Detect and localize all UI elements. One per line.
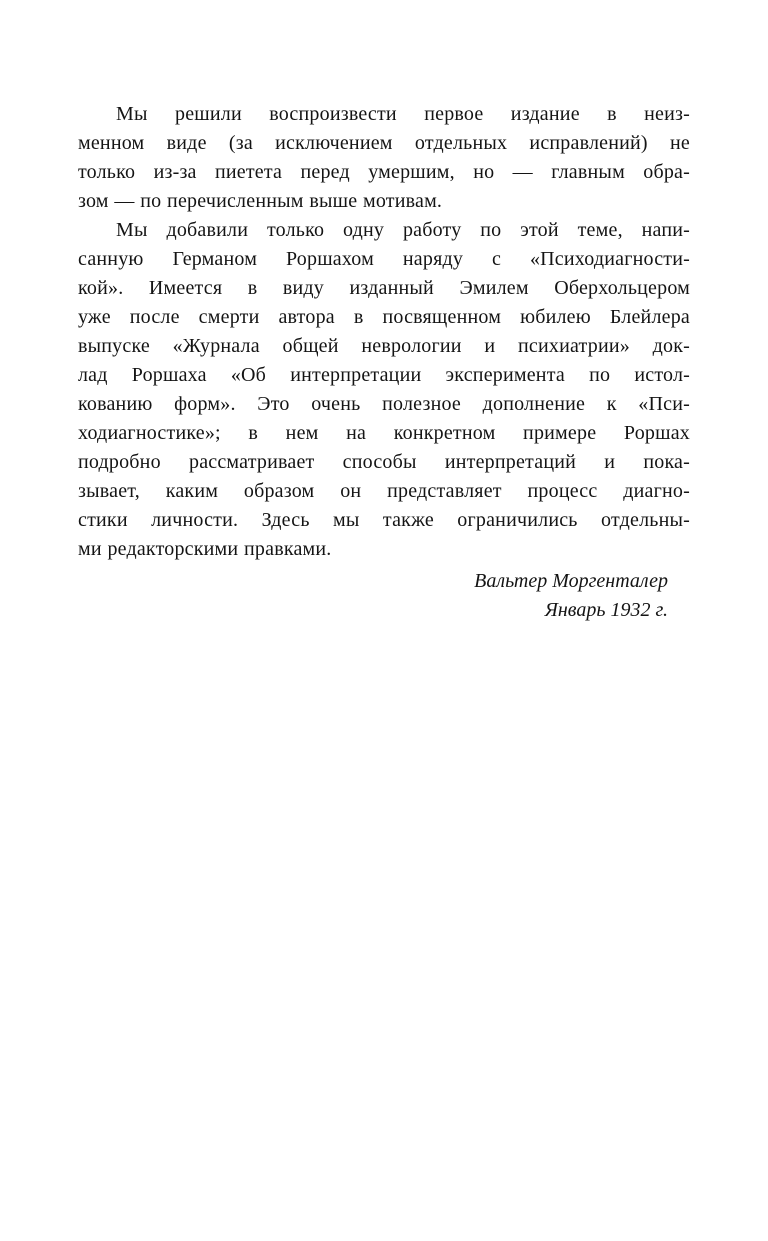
text-line: выпуске «Журнала общей неврологии и психиатрии» док-: [78, 335, 690, 357]
text-line: зывает, каким образом он представляет процесс диагно-: [78, 480, 690, 502]
signature-name: Вальтер Моргенталер: [474, 570, 668, 592]
signature-date: Январь 1932 г.: [544, 599, 668, 621]
text-line: подробно рассматривает способы интерпретаций и пока-: [78, 451, 690, 473]
text-line: Мы добавили только одну работу по этой теме, напи-: [116, 219, 690, 241]
text-line: лад Роршаха «Об интерпретации эксперимента по истол-: [78, 364, 690, 386]
preface-text: [78, 100, 690, 625]
signature-block: [78, 567, 690, 625]
text-line: уже после смерти автора в посвященном юбилею Блейлера: [78, 306, 690, 328]
text-line: кой». Имеется в виду изданный Эмилем Оберхольцером: [78, 277, 690, 299]
text-line: санную Германом Роршахом наряду с «Психодиагности-: [78, 248, 690, 270]
text-line: только из-за пиетета перед умершим, но — главным обра-: [78, 161, 690, 183]
text-line: Мы решили воспроизвести первое издание в неиз-: [116, 103, 690, 125]
text-line: зом — по перечисленным выше мотивам.: [78, 190, 443, 212]
text-line: ми редакторскими правками.: [78, 538, 332, 560]
paragraph-2: [78, 216, 690, 564]
text-line: кованию форм». Это очень полезное дополнение к «Пси-: [78, 393, 690, 415]
text-line: ходиагностике»; в нем на конкретном примере Роршах: [78, 422, 690, 444]
text-line: менном виде (за исключением отдельных исправлений) не: [78, 132, 690, 154]
paragraph-1: [78, 100, 690, 216]
text-line: стики личности. Здесь мы также ограничились отдельны-: [78, 509, 690, 531]
